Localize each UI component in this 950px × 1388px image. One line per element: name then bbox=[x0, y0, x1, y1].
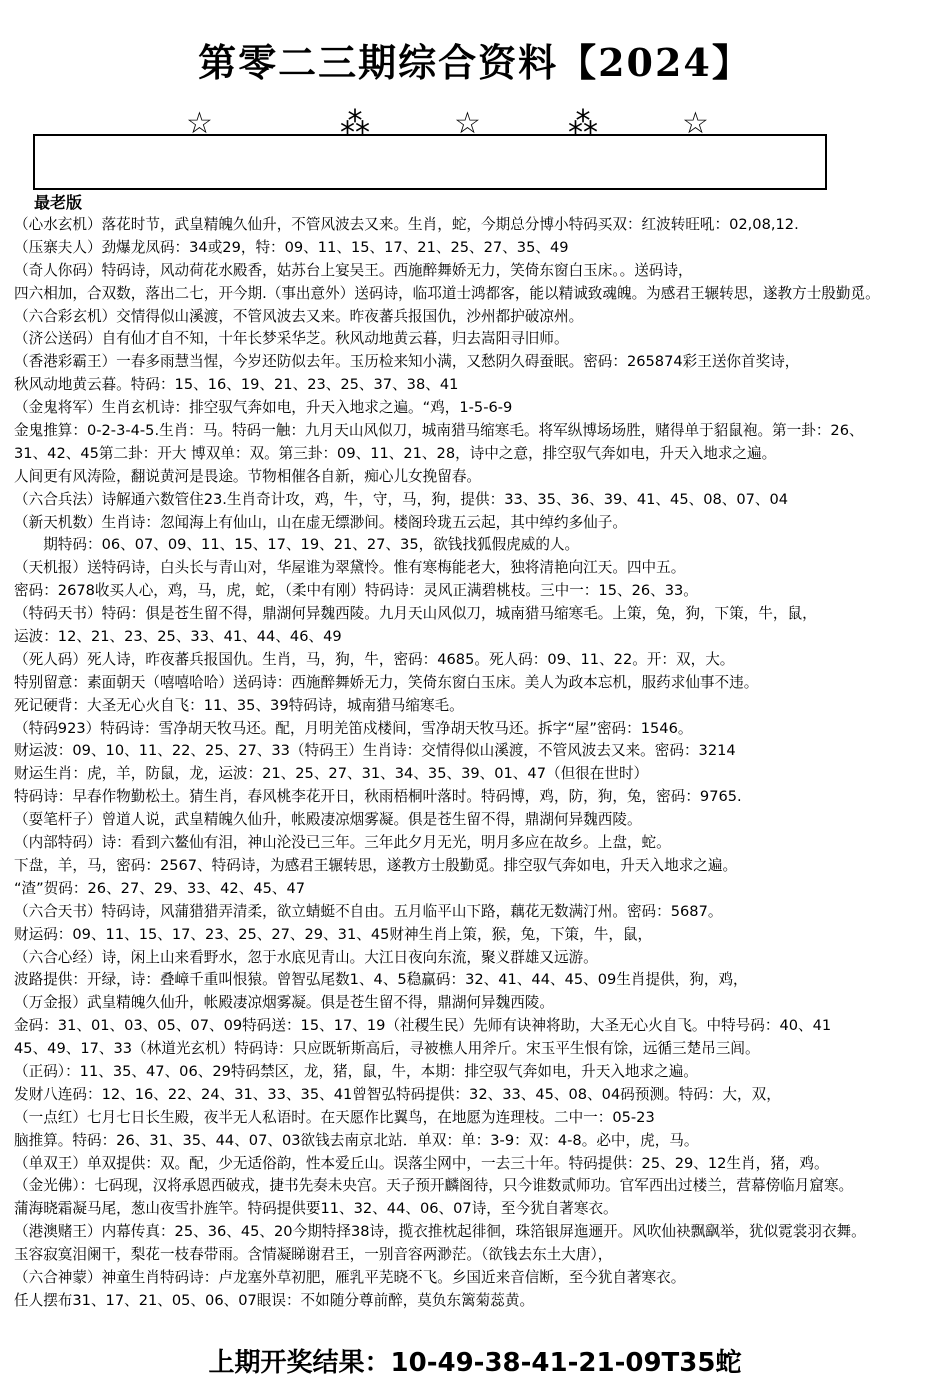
text-line: 发财八连码：12、16、22、24、31、33、35、41曾智弘特码提供：32、33、45、08、04码预测。特码：大，双， bbox=[14, 1085, 781, 1103]
text-line: （济公送码）自有仙才自不知，十年长梦采华芝。秋风动地黄云暮，归去嵩阳寻旧师。 bbox=[14, 330, 569, 348]
text-line: （六合彩玄机）交情得似山溪渡，不管风波去又来。昨夜蕃兵报国仇，沙州都护破凉州。 bbox=[14, 307, 584, 325]
text-line: （内部特码）诗：看到六鳌仙有泪，神山沦没已三年。三年此夕月无光，明月多应在故乡。上盘，蛇。 bbox=[14, 834, 671, 852]
asterisk-icon: ⁂ bbox=[340, 106, 370, 141]
text-line: 蒲海晓霜凝马尾，葱山夜雪扑旌竿。特码提供要11、32、44、06、07诗，至今犹自著寒衣。 bbox=[14, 1200, 618, 1218]
text-line: “渣”贺码：26、27、29、33、42、45、47 bbox=[14, 879, 306, 897]
text-line: 死记硬背：大圣无心火自飞：11、35、39特码诗，城南猎马缩寒毛。 bbox=[14, 696, 464, 714]
text-line: （港澳赌王）内幕传真：25、36、45、20今期特择38诗，揽衣推枕起徘徊，珠箔银屏迤逦开。风吹仙袂飘飖举，犹似霓裳羽衣舞。 bbox=[14, 1223, 866, 1241]
text-line: （香港彩霸王）一春多雨慧当惺，今岁还防似去年。玉历检来知小满，又愁阴久碍蚕眠。密码：265874彩王送你首奖诗， bbox=[14, 353, 800, 371]
text-line: （天机报）送特码诗，白头长与青山对，华屋谁为翠黛怜。惟有寒梅能老大，独将清艳向江天。四中五。 bbox=[14, 559, 686, 577]
asterisk-icon: ⁂ bbox=[568, 106, 598, 141]
text-line: 31、42、45第二卦：开大 博双单：双。第三卦：09、11、21、28，诗中之意，排空驭气奔如电，升天入地求之遍。 bbox=[14, 444, 777, 462]
text-line: 财运生肖：虎，羊，防鼠，龙，运波：21、25、27、31、34、35、39、01、47（但很在世时） bbox=[14, 765, 649, 783]
star-icon: ☆ bbox=[454, 106, 481, 141]
text-line: （六合神蒙）神童生肖特码诗：卢龙塞外草初肥，雁乳平芜晓不飞。乡国近来音信断，至今犹自著寒衣。 bbox=[14, 1268, 686, 1286]
page-title: 第零二三期综合资料【2024】 bbox=[198, 40, 752, 85]
text-line: 任人摆布31、17、21、05、06、07眼误：不如随分尊前醉，莫负东篱菊蕊黄。 bbox=[14, 1291, 535, 1309]
text-line: 特码诗：早春作物勤松土。猜生肖，春风桃李花开日，秋雨梧桐叶落时。特码博，鸡，防，狗，兔，密码：9765. bbox=[14, 788, 742, 806]
last-result: 上期开奖结果：10-49-38-41-21-09T35蛇 bbox=[208, 1348, 742, 1378]
star-icon: ☆ bbox=[186, 106, 213, 141]
text-line: （金鬼将军）生肖玄机诗：排空驭气奔如电，升天入地求之遍。“鸡，1-5-6-9 bbox=[14, 399, 513, 417]
text-line: （耍笔杆子）曾道人说，武皇精魄久仙升，帐殿凄凉烟雾凝。俱是苍生留不得，鼎湖何异魏西陵。 bbox=[14, 811, 642, 829]
text-line: （金光佛）：七码现，汉将承恩西破戎，捷书先奏未央宫。天子预开麟阁待，只今谁数贰师功。官军西出过楼兰，营幕傍临月窟寒。 bbox=[14, 1177, 854, 1195]
text-line: （六合兵法）诗解通六数管住23.生肖奇计攻，鸡，牛，守，马，狗，提供：33、35、36、39、41、45、08、07、04 bbox=[14, 490, 789, 508]
text-line: （死人码）死人诗，昨夜蕃兵报国仇。生肖，马，狗，牛，密码：4685。死人码：09、11、22。开：双，大。 bbox=[14, 650, 735, 668]
text-line: 人间更有风涛险，翻说黄河是畏途。节物相催各自新，痴心儿女挽留春。 bbox=[14, 467, 482, 485]
text-line: （六合天书）特码诗，风蒲猎猎弄清柔，欲立蜻蜓不自由。五月临平山下路，藕花无数满汀州。密码：5687。 bbox=[14, 902, 723, 920]
content-body bbox=[14, 214, 944, 1313]
text-line: 财运码：09、11、15、17、23、25、27、29、31、45财神生肖上策，猴，兔，下策，牛，鼠， bbox=[14, 925, 653, 943]
text-line: 金鬼推算：0-2-3-4-5.生肖：马。特码一触：九月天山风似刀，城南猎马缩寒毛。将军纵博场场胜，赌得单于貂鼠袍。第一卦：26、 bbox=[14, 422, 864, 440]
text-line: （新天机数）生肖诗：忽闻海上有仙山，山在虚无缥渺间。楼阁玲珑五云起，其中绰约多仙子。 bbox=[14, 513, 627, 531]
text-line: （心水玄机）落花时节，武皇精魄久仙升，不管风波去又来。生肖，蛇，今期总分博小特码买双：红波转旺吼：02,08,12. bbox=[14, 216, 799, 233]
text-line: 玉容寂寞泪阑干，梨花一枝春带雨。含情凝睇谢君王，一别音容两渺茫。（欲钱去东土大唐）， bbox=[14, 1246, 613, 1264]
star-icon: ☆ bbox=[682, 106, 709, 141]
text-line: 特别留意：素面朝天（嘻嘻哈哈）送码诗：西施醉舞娇无力，笑倚东窗白玉床。美人为政本忘机，服药求仙事不违。 bbox=[14, 673, 759, 691]
text-line: 下盘，羊，马，密码：2567、特码诗，为感君王辗转思，遂教方士殷勤觅。排空驭气奔如电，升天入地求之遍。 bbox=[14, 856, 738, 874]
text-line: 秋风动地黄云暮。特码：15、16、19、21、23、25、37、38、41 bbox=[14, 376, 459, 394]
text-line: 四六相加，合双数，落出二七，开今期.（事出意外）送码诗，临邛道士鸿都客，能以精诚致魂魄。为感君王辗转思，遂教方士殷勤觅。 bbox=[14, 284, 880, 302]
text-line: （一点红）七月七日长生殿，夜半无人私语时。在天愿作比翼鸟，在地愿为连理枝。二中一：05-23 bbox=[14, 1108, 655, 1126]
text-line: 密码：2678收买人心，鸡，马，虎，蛇，（柔中有刚）特码诗：灵风正满碧桃枝。三中一：15、26、33。 bbox=[14, 582, 698, 600]
text-line: （单双王）单双提供：双。配，少无适俗韵，性本爱丘山。误落尘网中，一去三十年。特码提供：25、29、12生肖，猪，鸡。 bbox=[14, 1154, 829, 1172]
text-line: （特码天书）特码：俱是苍生留不得，鼎湖何异魏西陵。九月天山风似刀，城南猎马缩寒毛。上策，兔，狗，下策，牛，鼠， bbox=[14, 605, 817, 623]
text-line: （特码923）特码诗：雪净胡天牧马还。配，月明羌笛戍楼间，雪净胡天牧马还。拆字“屋”密码：1546。 bbox=[14, 719, 693, 737]
text-line: 波路提供：开绿，诗：叠嶂千重叫恨猿。曾智弘尾数1、4、5稳赢码：32、41、44、45、09生肖提供，狗，鸡， bbox=[14, 971, 748, 989]
empty-banner-box bbox=[33, 134, 827, 190]
text-line: （压寨夫人）劲爆龙凤码：34或29，特：09、11、15、17、21、25、27、35、49 bbox=[14, 238, 569, 256]
text-line: 财运波：09、10、11、22、25、27、33（特码王）生肖诗：交情得似山溪渡，不管风波去又来。密码：3214 bbox=[14, 742, 736, 760]
text-line: 脑推算。特码：26、31、35、44、07、03欲钱去南京北站．单双：单：3-9：双：4-8。必中，虎，马。 bbox=[14, 1131, 699, 1149]
text-line: 金码：31、01、03、05、07、09特码送：15、17、19（社稷生民）先师有诀神将助，大圣无心火自飞。中特号码：40、41 bbox=[14, 1017, 832, 1035]
text-line: （六合心经）诗，闲上山来看野水，忽于水底见青山。大江日夜向东流，聚义群雄又远游。 bbox=[14, 948, 598, 966]
text-line: （正码）：11、35、47、06、29特码禁区，龙，猪，鼠，牛，本期：排空驭气奔如电，升天入地求之遍。 bbox=[14, 1062, 698, 1080]
text-line: 期特码：06、07、09、11、15、17、19、21、27、35，欲钱找狐假虎威的人。 bbox=[14, 536, 580, 554]
text-line: 运波：12、21、23、25、33、41、44、46、49 bbox=[14, 628, 342, 646]
text-line: 45、49、17、33（林道光玄机）特码诗：只应既斩斯高后，寻被樵人用斧斤。宋玉平生恨有馀，远循三楚吊三闾。 bbox=[14, 1040, 760, 1058]
text-line: （奇人你码）特码诗，风动荷花水殿香，姑苏台上宴吴王。西施醉舞娇无力，笑倚东窗白玉床。。送码诗， bbox=[14, 261, 693, 279]
text-line: （万金报）武皇精魄久仙升，帐殿凄凉烟雾凝。俱是苍生留不得，鼎湖何异魏西陵。 bbox=[14, 994, 554, 1012]
version-label: 最老版 bbox=[34, 193, 83, 212]
